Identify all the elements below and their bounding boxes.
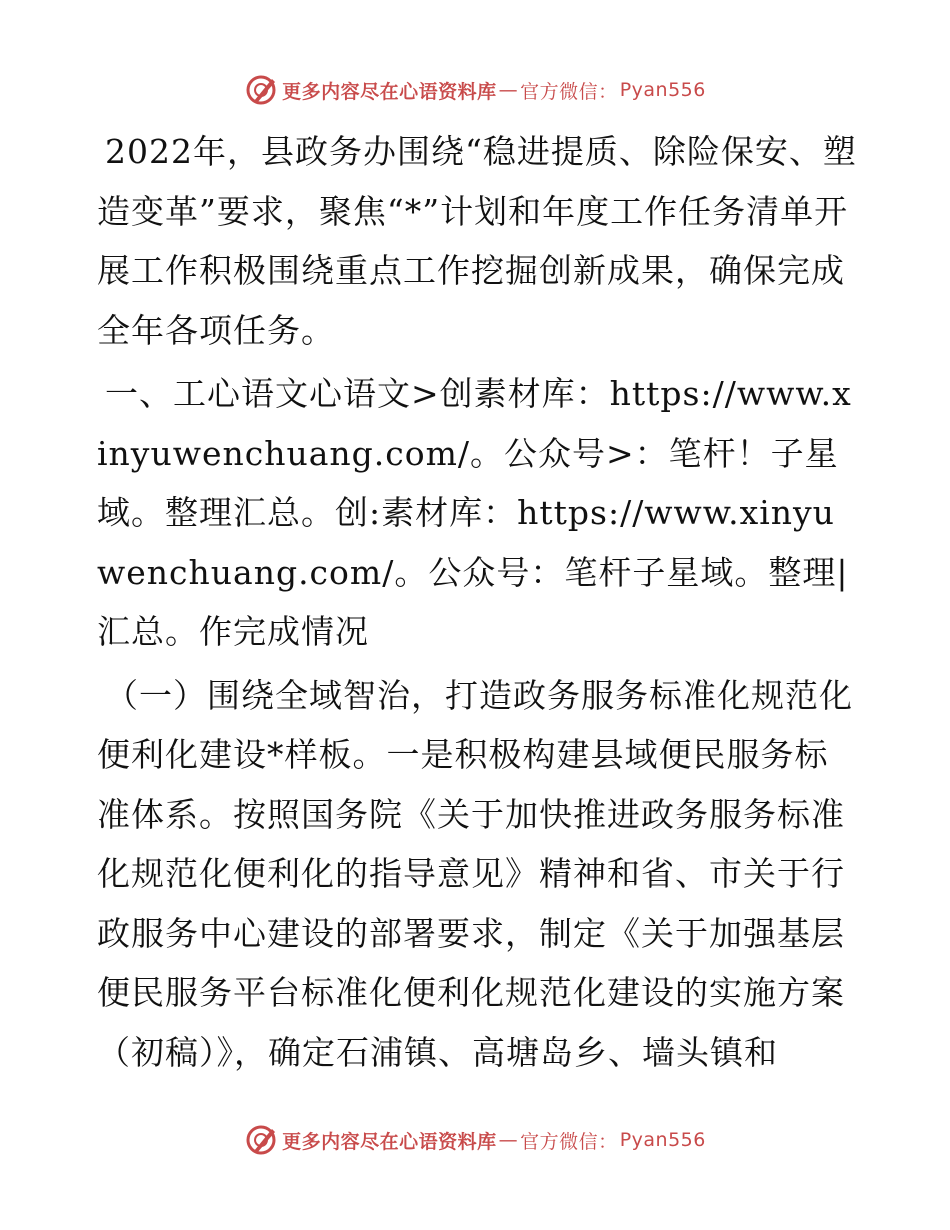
paragraph-section-one: 一、工心语文心语文>创素材库：https://www.xinyuwenchuang.com/。公众号>：笔杆！子星域。整理汇总。创:素材库：https://www.xinyuwenchuang.com/。公众号：笔杆子星域。整理|汇总。作完成情况 bbox=[97, 374, 852, 651]
pen-logo-icon bbox=[244, 1123, 278, 1157]
watermark-wechat-id: Pyan556 bbox=[619, 79, 706, 101]
watermark-site: 更多内容尽在心语资料库 bbox=[282, 80, 497, 103]
watermark-wechat-label: 官方微信： bbox=[520, 1130, 618, 1153]
watermark-header bbox=[0, 70, 950, 110]
watermark-wechat-id: Pyan556 bbox=[619, 1129, 706, 1151]
watermark-separator: — bbox=[498, 1129, 519, 1151]
watermark-wechat-label: 官方微信： bbox=[520, 80, 618, 103]
paragraph-subsection-one: （一）围绕全域智治，打造政务服务标准化规范化便利化建设*样板。一是积极构建县域便民服务标准体系。按照国务院《关于加快推进政务服务标准化规范化便利化的指导意见》精神和省、市关于行政服务中心建设的部署要求，制定《关于加强基层便民服务平台标准化便利化规范化建设的实施方案（初稿）》，确定石浦镇、高塘岛乡、墙头镇和 bbox=[97, 675, 853, 1072]
watermark-footer bbox=[0, 1120, 950, 1160]
pen-logo-icon bbox=[244, 73, 278, 107]
paragraph-intro: 2022年，县政务办围绕“稳进提质、除险保安、塑造变革”要求，聚焦“*”计划和年度工作任务清单开展工作积极围绕重点工作挖掘创新成果，确保完成全年各项任务。 bbox=[97, 132, 857, 350]
watermark-site: 更多内容尽在心语资料库 bbox=[282, 1130, 497, 1153]
document-body bbox=[97, 122, 857, 1086]
watermark-separator: — bbox=[498, 79, 519, 101]
